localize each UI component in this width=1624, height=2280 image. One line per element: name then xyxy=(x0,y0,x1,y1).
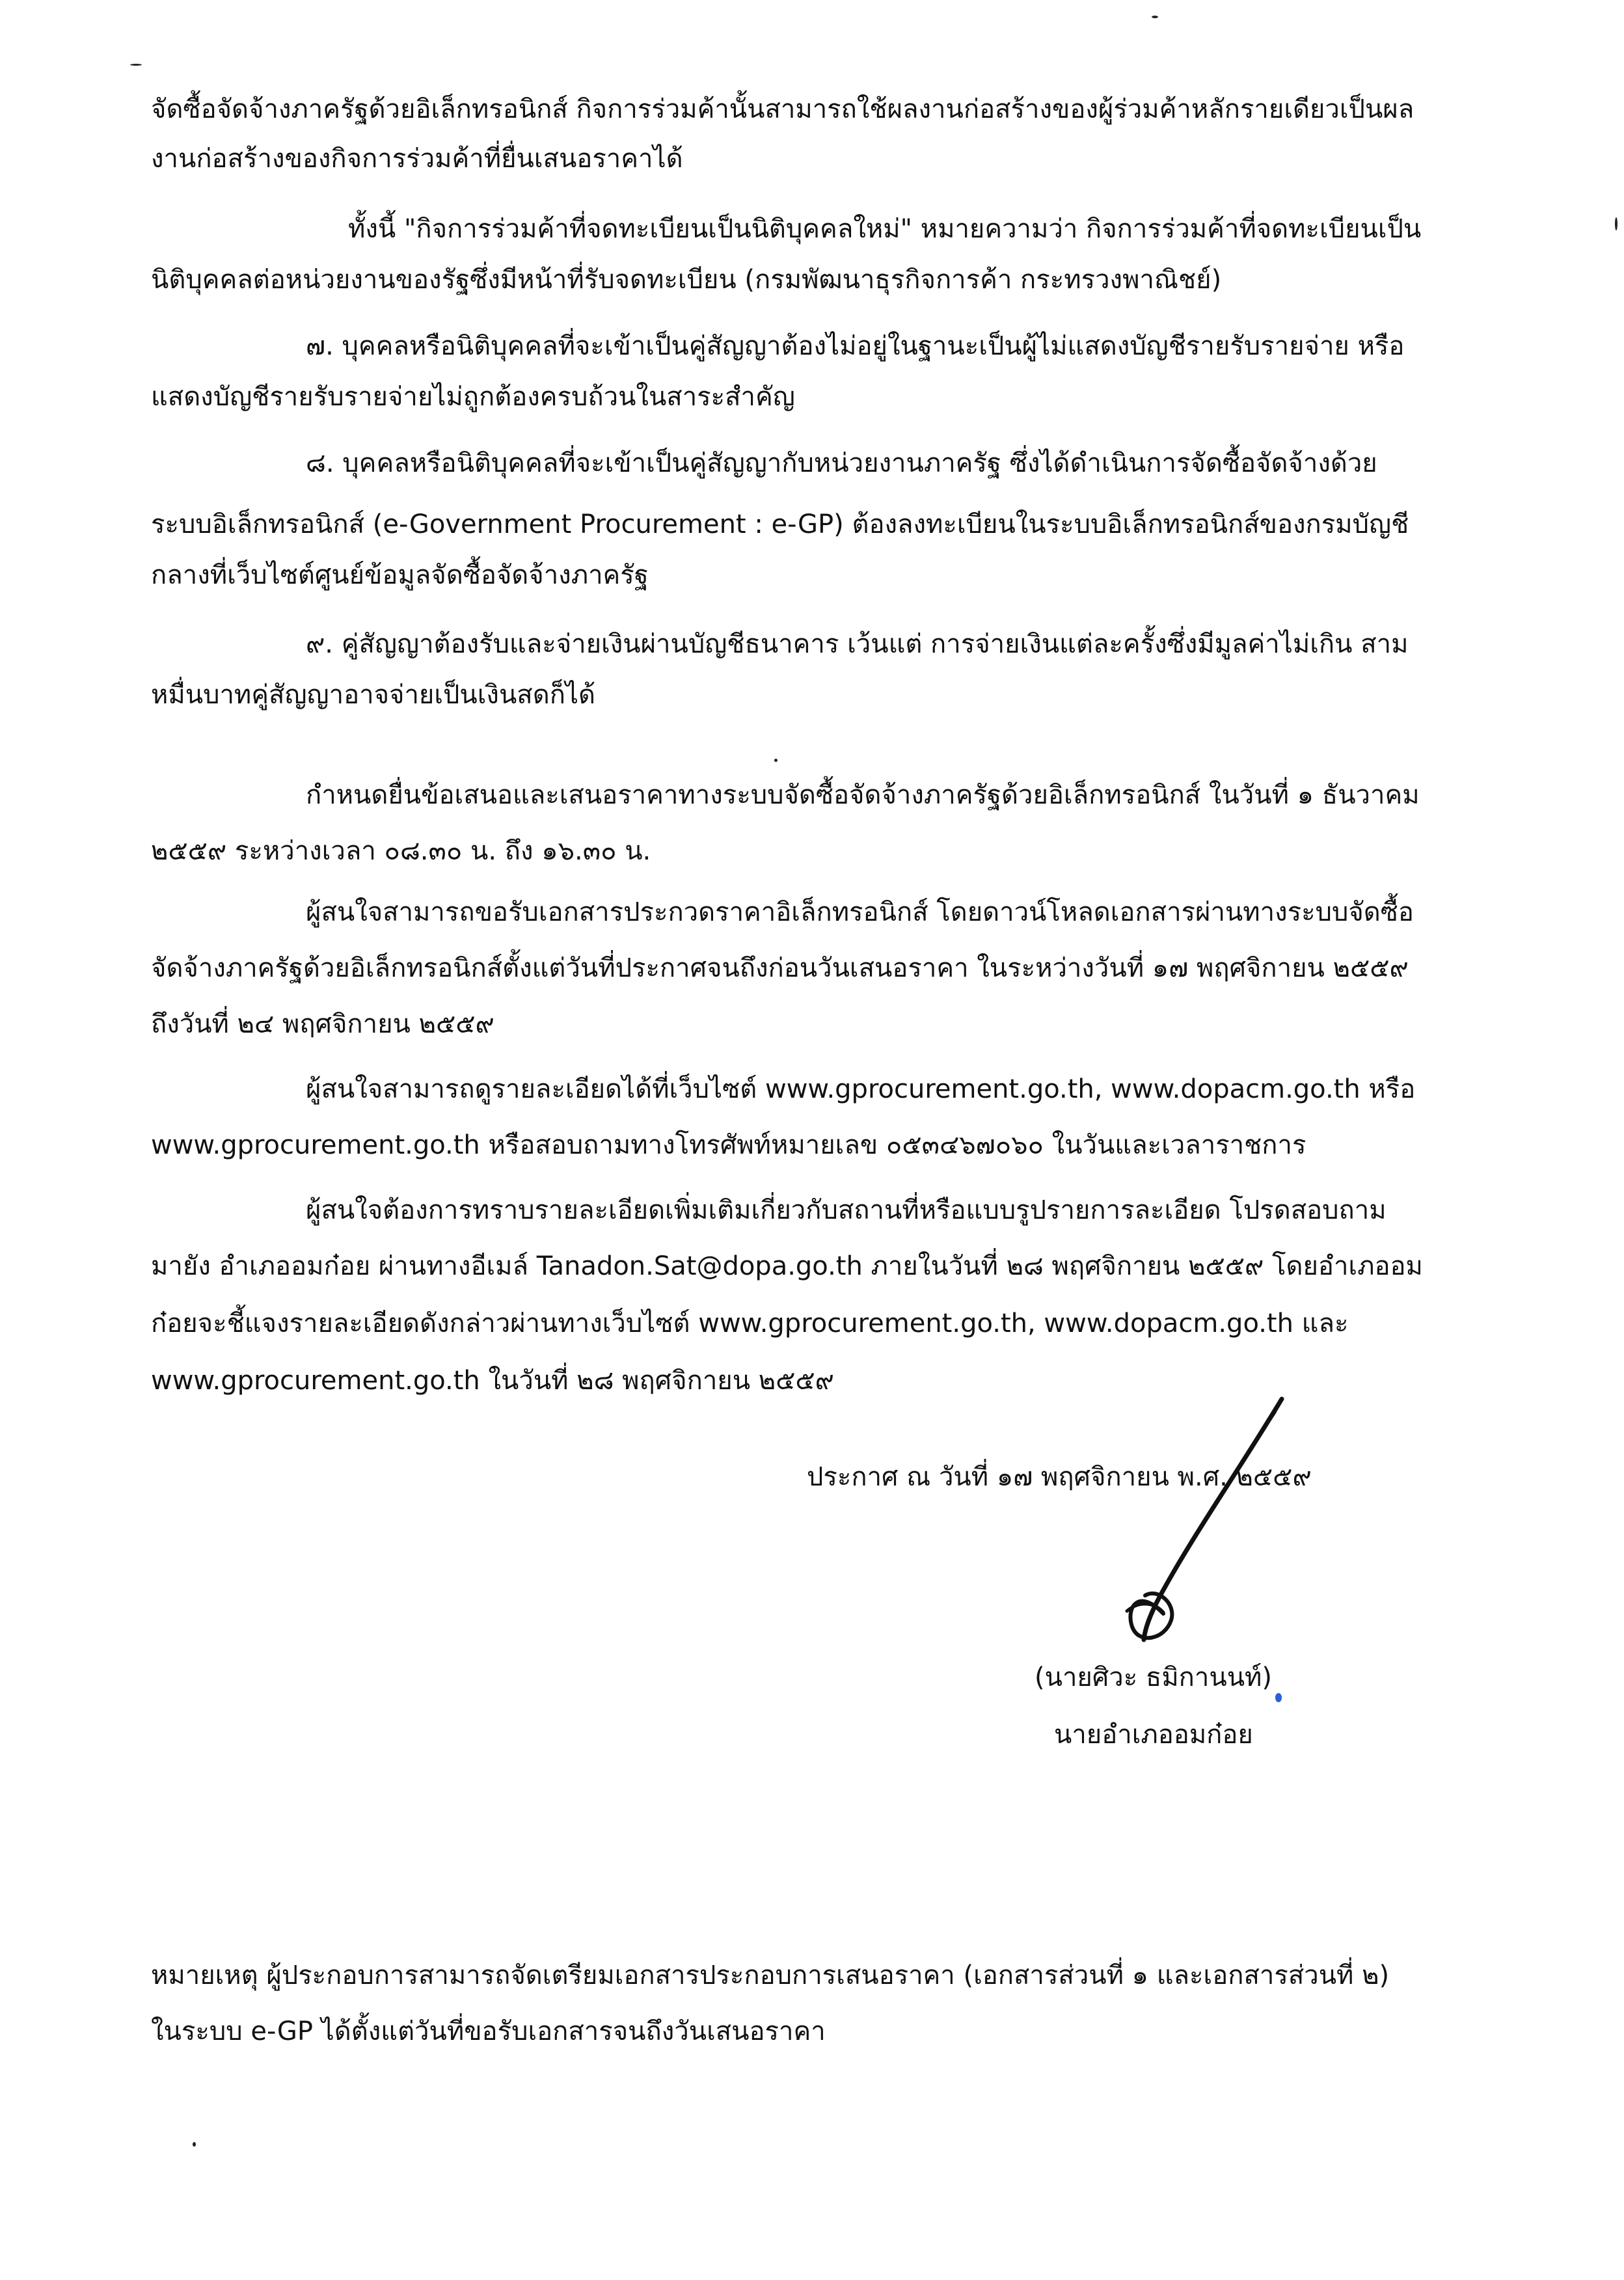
details-line-2: www.gprocurement.go.th หรือสอบถามทางโทรศัพท์หมายเลข ๐๕๓๔๖๗๐๖๐ ในวันและเวลาราชการ xyxy=(151,1130,1306,1160)
download-line-2: จัดจ้างภาครัฐด้วยอิเล็กทรอนิกส์ตั้งแต่วันที่ประกาศจนถึงก่อนวันเสนอราคา ในระหว่างวันที่ ๑๗ พฤศจิกายน ๒๕๕๙ xyxy=(151,953,1409,983)
paragraph-a-line-2: งานก่อสร้างของกิจการร่วมค้าที่ยื่นเสนอราคาได้ xyxy=(151,144,683,174)
submission-line-1: กำหนดยื่นข้อเสนอและเสนอราคาทางระบบจัดซื้อจัดจ้างภาครัฐด้วยอิเล็กทรอนิกส์ ในวันที่ ๑ ธันวาคม xyxy=(306,780,1420,810)
submission-line-2: ๒๕๕๙ ระหว่างเวลา ๐๘.๓๐ น. ถึง ๑๖.๓๐ น. xyxy=(151,836,651,866)
item-9-line-1: ๙. คู่สัญญาต้องรับและจ่ายเงินผ่านบัญชีธนาคาร เว้นแต่ การจ่ายเงินแต่ละครั้งซึ่งมีมูลค่าไม่เกิน สาม xyxy=(306,629,1409,659)
item-8-line-3: กลางที่เว็บไซต์ศูนย์ข้อมูลจัดซื้อจัดจ้างภาครัฐ xyxy=(151,560,649,590)
scan-speck xyxy=(774,759,778,762)
item-9-line-2: หมื่นบาทคู่สัญญาอาจจ่ายเป็นเงินสดก็ได้ xyxy=(151,680,596,710)
item-7-line-1: ๗. บุคคลหรือนิติบุคคลที่จะเข้าเป็นคู่สัญญาต้องไม่อยู่ในฐานะเป็นผู้ไม่แสดงบัญชีรายรับรายจ่าย หรือ xyxy=(306,331,1405,361)
contact-line-1: ผู้สนใจต้องการทราบรายละเอียดเพิ่มเติมเกี่ยวกับสถานที่หรือแบบรูปรายการละเอียด โปรดสอบถาม xyxy=(306,1195,1387,1225)
paragraph-b-line-1: ทั้งนี้ "กิจการร่วมค้าที่จดทะเบียนเป็นนิติบุคคลใหม่" หมายความว่า กิจการร่วมค้าที่จดทะเบียนเป็น xyxy=(348,214,1422,244)
contact-line-3: ก๋อยจะชี้แจงรายละเอียดดังกล่าวผ่านทางเว็บไซต์ www.gprocurement.go.th, www.dopacm.go.th และ xyxy=(151,1309,1349,1338)
scan-speck xyxy=(130,64,142,66)
item-7-line-2: แสดงบัญชีรายรับรายจ่ายไม่ถูกต้องครบถ้วนในสาระสำคัญ xyxy=(151,382,795,412)
scan-speck xyxy=(1152,16,1158,18)
scan-speck xyxy=(193,2142,196,2147)
signer-title: นายอำเภออมก๋อย xyxy=(1054,1720,1253,1750)
signer-name: (นายศิวะ ธมิกานนท์) xyxy=(1035,1663,1273,1692)
note-line-2: ในระบบ e-GP ได้ตั้งแต่วันที่ขอรับเอกสารจนถึงวันเสนอราคา xyxy=(151,2016,826,2046)
download-line-3: ถึงวันที่ ๒๔ พฤศจิกายน ๒๕๕๙ xyxy=(151,1009,494,1039)
details-line-1: ผู้สนใจสามารถดูรายละเอียดได้ที่เว็บไซต์ www.gprocurement.go.th, www.dopacm.go.th หรือ xyxy=(306,1074,1416,1104)
paragraph-a-line-1: จัดซื้อจัดจ้างภาครัฐด้วยอิเล็กทรอนิกส์ กิจการร่วมค้านั้นสามารถใช้ผลงานก่อสร้างของผู้ร่วมค้าหลักรายเดียวเป็นผล xyxy=(151,94,1414,124)
download-line-1: ผู้สนใจสามารถขอรับเอกสารประกวดราคาอิเล็กทรอนิกส์ โดยดาวน์โหลดเอกสารผ่านทางระบบจัดซื้อ xyxy=(306,897,1414,927)
ink-dot xyxy=(1275,1693,1282,1702)
item-8-line-2: ระบบอิเล็กทรอนิกส์ (e-Government Procurement : e-GP) ต้องลงทะเบียนในระบบอิเล็กทรอนิกส์ของกรมบัญชี xyxy=(151,509,1409,539)
announcement-date: ประกาศ ณ วันที่ ๑๗ พฤศจิกายน พ.ศ. ๒๕๕๙ xyxy=(807,1462,1312,1492)
paragraph-b-line-2: นิติบุคคลต่อหน่วยงานของรัฐซึ่งมีหน้าที่รับจดทะเบียน (กรมพัฒนาธุรกิจการค้า กระทรวงพาณิชย์) xyxy=(151,265,1222,295)
scan-speck xyxy=(1615,217,1617,230)
contact-line-2: มายัง อำเภออมก๋อย ผ่านทางอีเมล์ Tanadon.Sat@dopa.go.th ภายในวันที่ ๒๘ พฤศจิกายน ๒๕๕๙ โดยอำเภออม xyxy=(151,1251,1423,1281)
contact-line-4: www.gprocurement.go.th ในวันที่ ๒๘ พฤศจิกายน ๒๕๕๙ xyxy=(151,1366,834,1396)
item-8-line-1: ๘. บุคคลหรือนิติบุคคลที่จะเข้าเป็นคู่สัญญากับหน่วยงานภาครัฐ ซึ่งได้ดำเนินการจัดซื้อจัดจ้างด้วย xyxy=(306,448,1377,478)
note-line-1: หมายเหตุ ผู้ประกอบการสามารถจัดเตรียมเอกสารประกอบการเสนอราคา (เอกสารส่วนที่ ๑ และเอกสารส่วนที่ ๒) xyxy=(151,1961,1390,1990)
handwritten-signature xyxy=(1087,1392,1301,1646)
